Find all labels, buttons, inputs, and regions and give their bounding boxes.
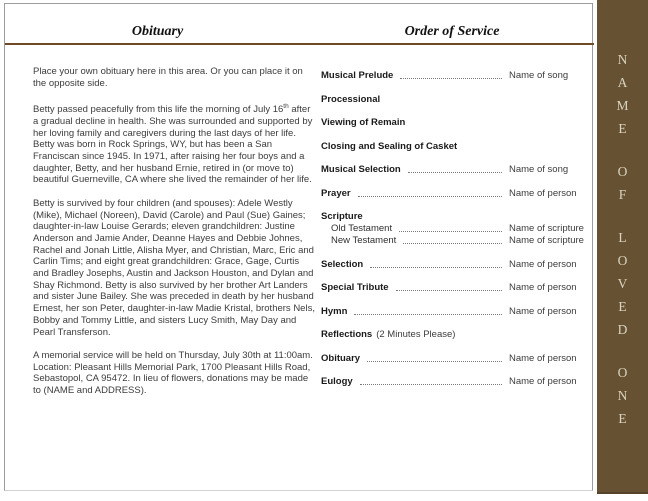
dotted-leader	[400, 78, 502, 79]
sidebar-letter: O	[617, 365, 628, 380]
obituary-paragraph: Place your own obituary here in this area. Or you can place it on the opposite side.	[33, 66, 303, 89]
order-of-service-item	[321, 259, 585, 270]
item-label: Hymn	[321, 305, 348, 317]
sidebar-letter: L	[618, 230, 627, 245]
item-value: Name of person	[509, 305, 577, 317]
dotted-leader	[403, 243, 502, 244]
item-label: Old Testament	[331, 223, 393, 234]
order-of-service-item	[321, 188, 585, 199]
order-of-service-list	[321, 70, 585, 400]
item-label: Processional	[321, 93, 381, 105]
dotted-leader	[370, 267, 502, 268]
order-of-service-item	[321, 353, 585, 364]
sidebar-word	[618, 361, 628, 430]
sidebar-letter: F	[618, 187, 627, 202]
item-value: Name of person	[509, 187, 577, 199]
item-value: Name of scripture	[509, 235, 584, 246]
sidebar-letter: D	[617, 322, 628, 337]
order-of-service-item	[321, 376, 585, 387]
name-of-loved-one-sidebar	[597, 0, 648, 494]
order-of-service-item	[321, 94, 585, 105]
order-of-service-item	[321, 117, 585, 128]
sidebar-letter: E	[618, 299, 627, 314]
dotted-leader	[354, 314, 502, 315]
item-value: Name of scripture	[509, 223, 584, 234]
item-label: Closing and Sealing of Casket	[321, 140, 458, 152]
order-of-service-item	[321, 282, 585, 293]
item-value: Name of song	[509, 164, 569, 175]
sidebar-letter: M	[616, 98, 629, 113]
item-label: Eulogy	[321, 376, 353, 387]
order-of-service-subitem	[321, 235, 585, 246]
dotted-leader	[358, 196, 502, 197]
obituary-paragraph: Betty is survived by four children (and spouses): Adele Westly (Mike), Michael (Noreen), David (Carole) and Paul (Sue) Gaines; daughter-in-law Louise Gerards; eleven grandchildren: Justine Anderson and Jamie Ander, Deanne Hayes and Debbie Johnes, Rachel and Jonah Little, Alisha Myer, and Christian, Marc, Eric and Carlin Tims; and eight great grandchildren: Grace, Gage, Curtis and Bradley Josephs, Austin and Jackson Houston, and Dylan and Shay Richmond. Betty is also survived by her brother Art Landers and sister June Bailey. She was preceded in death by her husband Ernest, her son Peter, daughter-in-law Madie Kristal, brothers Nels, Bobby and Tommy Little, and sisters Lucy Smith, May Day and Pearl Transferson.	[33, 197, 315, 338]
order-of-service-item	[321, 70, 585, 81]
item-label: Obituary	[321, 352, 361, 364]
dotted-leader	[360, 384, 502, 385]
sidebar-letter: O	[617, 164, 628, 179]
obituary-title: Obituary	[131, 24, 184, 39]
order-of-service-item	[321, 164, 585, 175]
dotted-leader	[399, 231, 502, 232]
order-of-service-subitem	[321, 223, 585, 234]
item-label: Scripture	[321, 211, 363, 222]
sidebar-letter: V	[617, 276, 628, 291]
obituary-paragraph: A memorial service will be held on Thursday, July 30th at 11:00am. Location: Pleasant Hills Memorial Park, 1700 Pleasant Hills Road, Sebastopol, CA 95472. In lieu of flowers, donations may be made to (NAME and ADDRESS).	[33, 349, 313, 397]
item-value: Name of person	[509, 282, 577, 293]
sidebar-word	[616, 48, 628, 140]
order-of-service-item	[321, 329, 585, 340]
item-label: Special Tribute	[321, 282, 389, 293]
item-value: Name of person	[509, 352, 577, 364]
dotted-leader	[408, 172, 502, 173]
obituary-paragraph: Betty passed peacefully from this life the morning of July 16th after a gradual decline in health. She was surrounded and supported by her loving family and caregivers during the last days of her life. Betty was born in Rock Springs, WY, but has been a San Franciscan since 1945. In 1971, after raising her four boys and a daughter, Betty, and her husband Ernie, retired in (or move to) beautiful Guerneville, CA where she lived the remainder of her life.	[33, 103, 313, 186]
item-value: Name of person	[509, 258, 577, 270]
order-of-service-item	[321, 211, 585, 222]
order-of-service-item	[321, 306, 585, 317]
item-label: New Testament	[331, 235, 397, 246]
dotted-leader	[367, 361, 502, 362]
sidebar-letter: N	[617, 388, 628, 403]
item-label: Prayer	[321, 187, 351, 199]
item-value: Name of person	[509, 376, 577, 387]
order-of-service-group	[321, 211, 585, 246]
item-label: Reflections	[321, 329, 373, 340]
order-of-service-title: Order of Service	[404, 24, 500, 39]
sidebar-letter: O	[617, 253, 628, 268]
sidebar-letter: N	[617, 52, 628, 67]
order-of-service-item	[321, 141, 585, 152]
dotted-leader	[396, 290, 502, 291]
sidebar-word	[618, 226, 628, 341]
item-value: Name of song	[509, 70, 569, 81]
sidebar-letter: E	[618, 411, 627, 426]
item-note: (2 Minutes Please)	[376, 329, 456, 340]
header-rule	[5, 43, 594, 45]
item-label: Viewing of Remain	[321, 117, 406, 128]
sidebar-letter: E	[618, 121, 627, 136]
sidebar-word	[618, 160, 628, 206]
obituary-text	[33, 66, 315, 408]
item-label: Musical Selection	[321, 164, 401, 175]
sidebar-letter: A	[617, 75, 628, 90]
item-label: Selection	[321, 258, 364, 270]
item-label: Musical Prelude	[321, 70, 394, 81]
